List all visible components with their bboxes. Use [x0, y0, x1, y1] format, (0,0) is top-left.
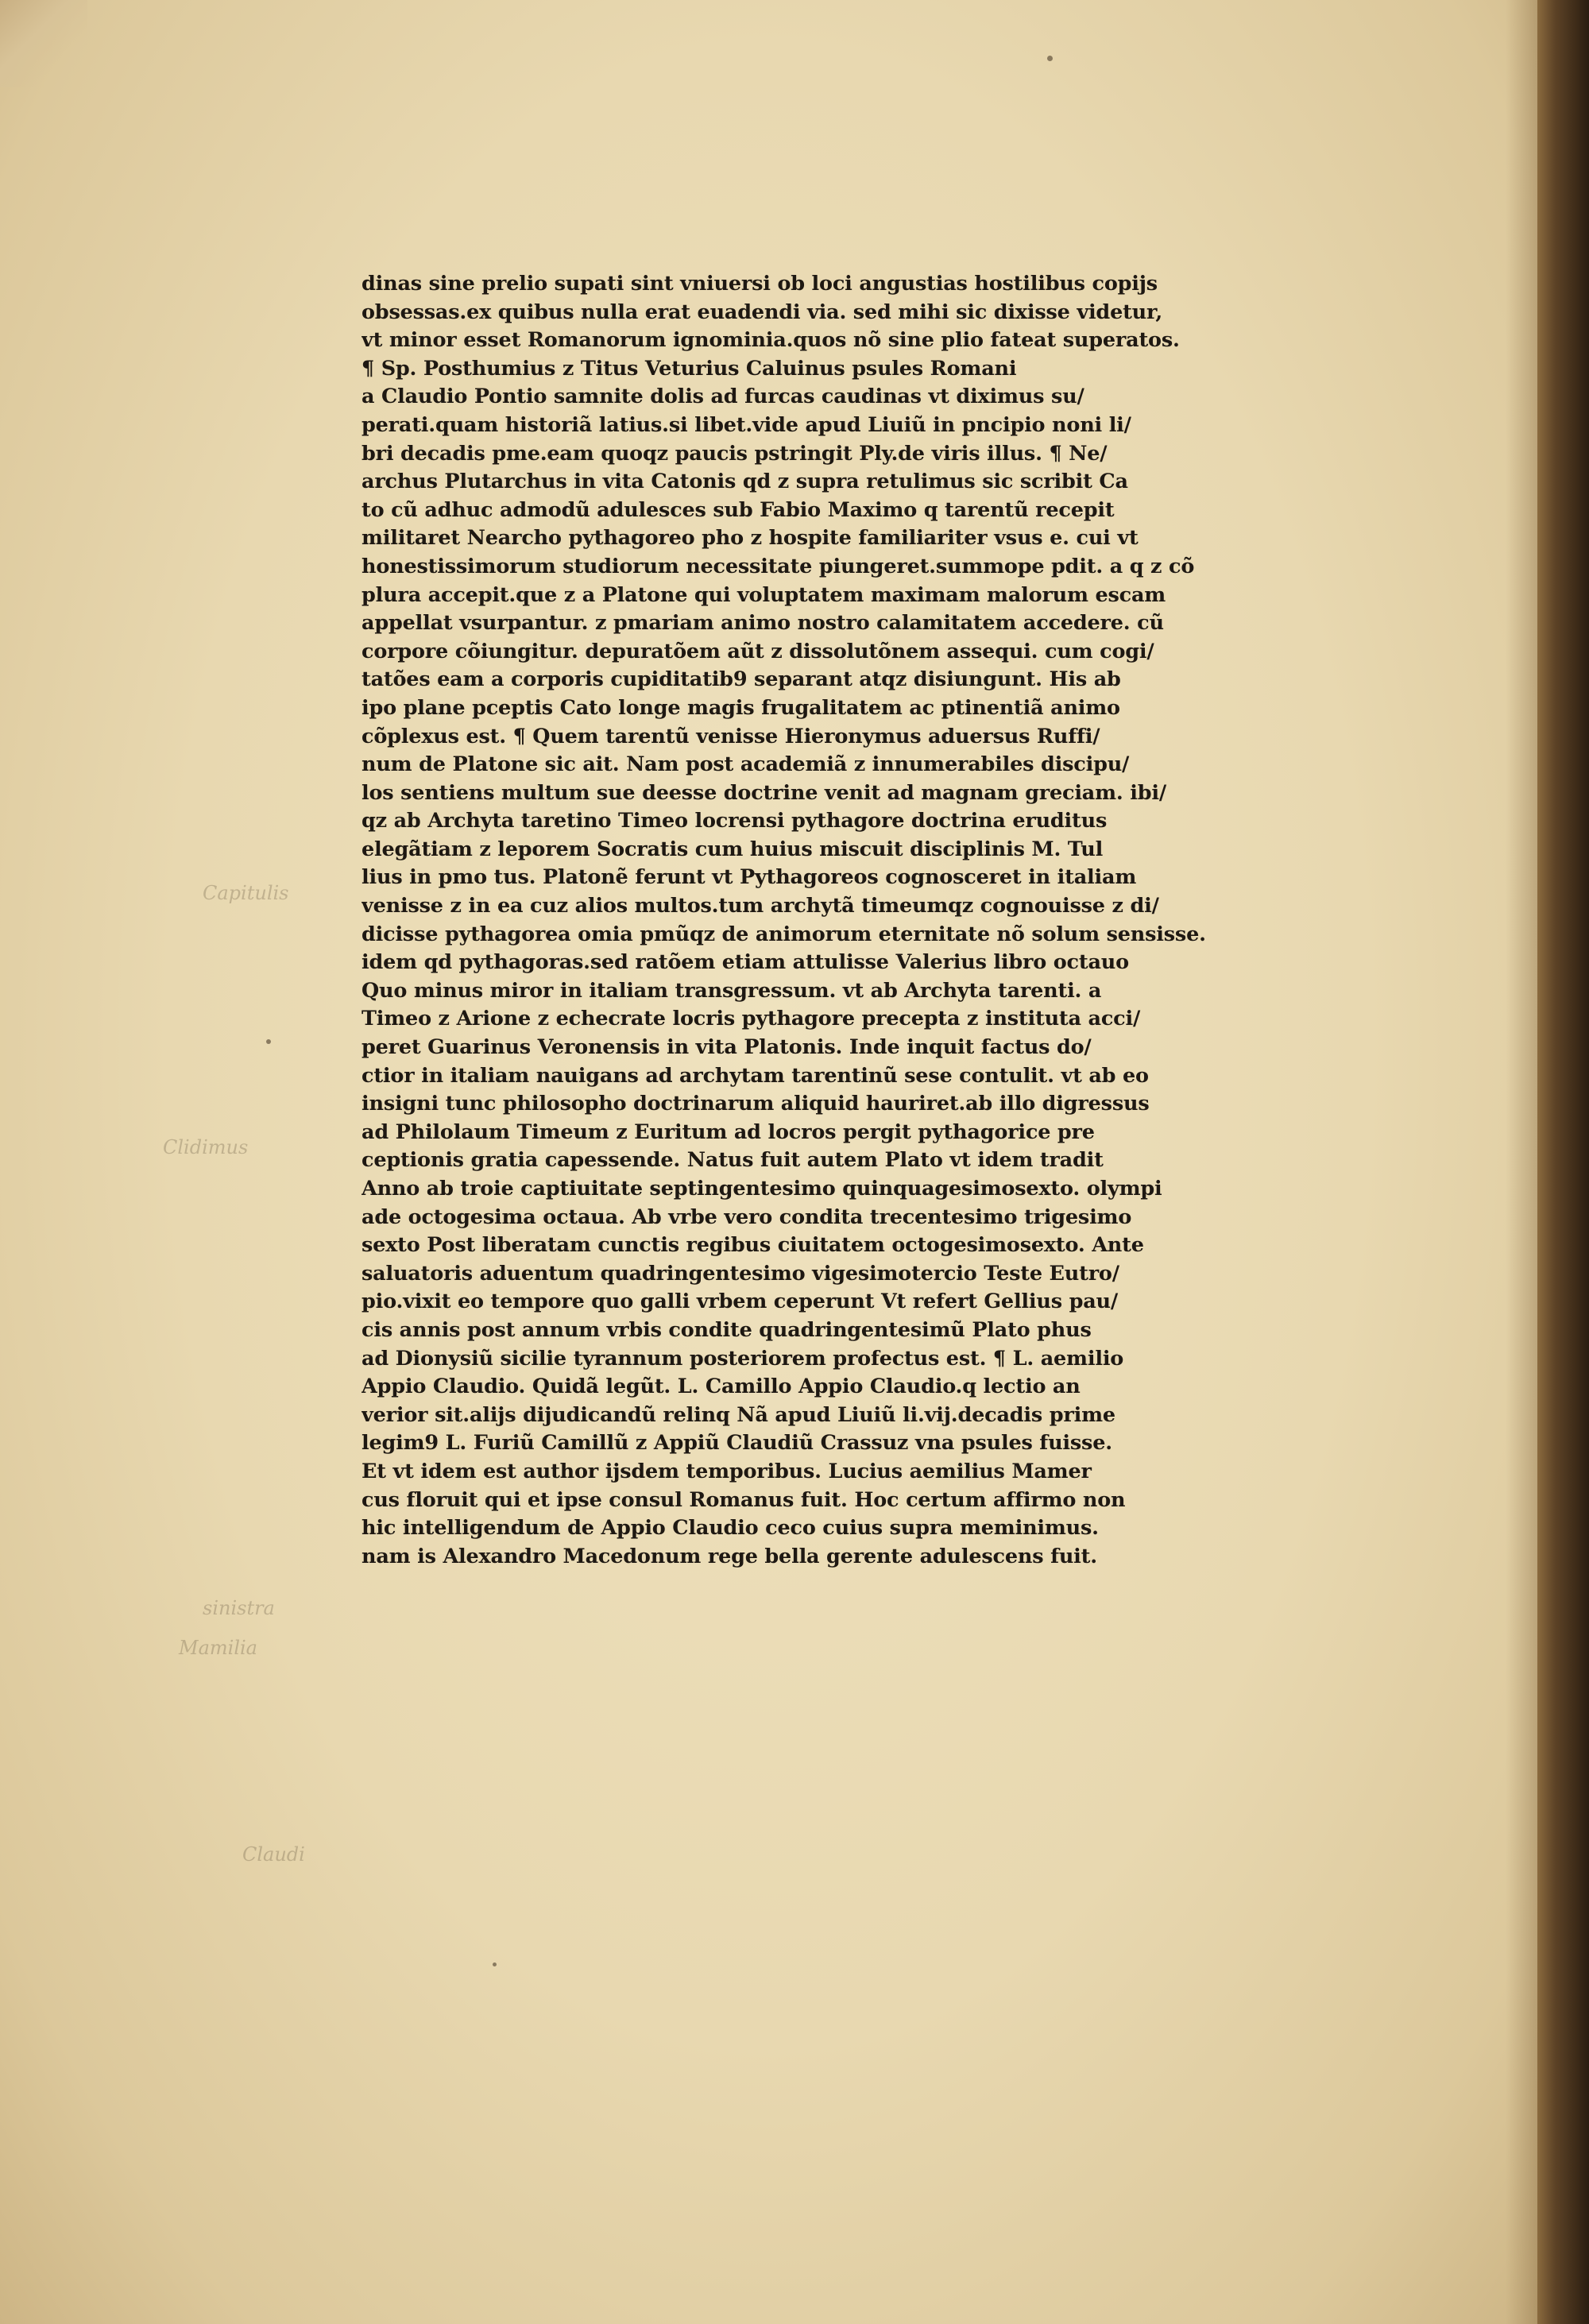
- book-binding: [1537, 0, 1589, 2324]
- text-line: Quo minus miror in italiam transgressum. vt ab Archyta tarenti. a: [361, 978, 1102, 1003]
- text-line: venisse z in ea cuz alios multos.tum archytã timeumqz cognouisse z di/: [361, 894, 1159, 918]
- text-line: cus floruit qui et ipse consul Romanus fuit. Hoc certum affirmo non: [361, 1487, 1126, 1512]
- text-line: appellat vsurpantur. z pmariam animo nostro calamitatem accedere. cũ: [361, 611, 1164, 636]
- text-line: Appio Claudio. Quidã legũt. L. Camillo Appio Claudio.q lectio an: [361, 1375, 1081, 1399]
- text-line: cis annis post annum vrbis condite quadringentesimũ Plato phus: [361, 1317, 1092, 1342]
- text-line: ¶ Sp. Posthumius z Titus Veturius Caluinus psules Romani: [361, 356, 1017, 381]
- text-line: a Claudio Pontio samnite dolis ad furcas caudinas vt diximus su/: [361, 385, 1084, 409]
- text-column: [361, 270, 1410, 1571]
- text-line: Timeo z Arione z echecrate locris pythagore precepta z instituta acci/: [361, 1007, 1141, 1031]
- text-line: ad Dionysiũ sicilie tyrannum posteriorem profectus est. ¶ L. aemilio: [361, 1346, 1124, 1371]
- text-line: plura accepit.que z a Platone qui voluptatem maximam malorum escam: [361, 582, 1166, 607]
- text-line: ade octogesima octaua. Ab vrbe vero condita trecentesimo trigesimo: [361, 1205, 1132, 1229]
- text-line: perati.quam historiã latius.si libet.vide apud Liuiũ in pncipio noni li/: [361, 412, 1131, 437]
- text-line: legim9 L. Furiũ Camillũ z Appiũ Claudiũ Crassuz vna psules fuisse.: [361, 1431, 1112, 1456]
- text-line: ceptionis gratia capessende. Natus fuit autem Plato vt idem tradit: [361, 1148, 1104, 1173]
- text-line: ctior in italiam nauigans ad archytam tarentinũ sese contulit. vt ab eo: [361, 1063, 1149, 1088]
- text-line: pio.vixit eo tempore quo galli vrbem ceperunt Vt refert Gellius pau/: [361, 1290, 1118, 1314]
- text-line: peret Guarinus Veronensis in vita Platonis. Inde inquit factus do/: [361, 1035, 1092, 1060]
- marginal-note: Mamilia: [179, 1637, 257, 1659]
- corner-fold: [0, 0, 87, 87]
- marginal-note: Clidimus: [163, 1136, 249, 1158]
- text-line: qz ab Archyta taretino Timeo locrensi pythagore doctrina eruditus: [361, 809, 1108, 833]
- page-edge-shadow: [1506, 0, 1537, 2324]
- text-line: vt minor esset Romanorum ignominia.quos nõ sine plio fateat superatos.: [361, 328, 1180, 353]
- text-line: obsessas.ex quibus nulla erat euadendi via. sed mihi sic dixisse videtur,: [361, 300, 1163, 324]
- ink-spot: [1047, 56, 1053, 61]
- text-line: saluatoris aduentum quadringentesimo vigesimotercio Teste Eutro/: [361, 1261, 1119, 1286]
- text-line: lius in pmo tus. Platonẽ ferunt vt Pythagoreos cognosceret in italiam: [361, 865, 1137, 890]
- text-line: cõplexus est. ¶ Quem tarentũ venisse Hieronymus aduersus Ruffi/: [361, 724, 1100, 748]
- text-line: Anno ab troie captiuitate septingentesimo quinquagesimosexto. olympi: [361, 1177, 1162, 1201]
- text-line: elegãtiam z leporem Socratis cum huius miscuit disciplinis M. Tul: [361, 837, 1104, 861]
- text-line: num de Platone sic ait. Nam post academiã z innumerabiles discipu/: [361, 752, 1130, 777]
- ink-spot: [266, 1039, 271, 1044]
- text-line: tatões eam a corporis cupiditatib9 separant atqz disiungunt. His ab: [361, 667, 1121, 692]
- text-line: insigni tunc philosopho doctrinarum aliquid hauriret.ab illo digressus: [361, 1092, 1150, 1116]
- text-line: honestissimorum studiorum necessitate piungeret.summope pdit. a q z cõ: [361, 554, 1195, 578]
- text-line: dinas sine prelio supati sint vniuersi ob loci angustias hostilibus copijs: [361, 272, 1158, 296]
- text-line: bri decadis pme.eam quoqz paucis pstringit Ply.de viris illus. ¶ Ne/: [361, 441, 1108, 466]
- text-line: idem qd pythagoras.sed ratõem etiam attulisse Valerius libro octauo: [361, 950, 1129, 975]
- text-line: sexto Post liberatam cunctis regibus ciuitatem octogesimosexto. Ante: [361, 1233, 1144, 1258]
- marginal-note: Claudi: [242, 1843, 305, 1866]
- text-line: nam is Alexandro Macedonum rege bella gerente adulescens fuit.: [361, 1544, 1097, 1568]
- text-line: Et vt idem est author ijsdem temporibus. Lucius aemilius Mamer: [361, 1459, 1092, 1483]
- text-line: hic intelligendum de Appio Claudio ceco cuius supra meminimus.: [361, 1516, 1099, 1541]
- text-line: ipo plane pceptis Cato longe magis frugalitatem ac ptinentiã animo: [361, 695, 1120, 720]
- text-line: los sentiens multum sue deesse doctrine venit ad magnam greciam. ibi/: [361, 780, 1166, 805]
- marginal-note: sinistra: [203, 1597, 275, 1619]
- text-line: to cũ adhuc admodũ adulesces sub Fabio Maximo q tarentũ recepit: [361, 497, 1115, 522]
- ink-spot: [493, 1962, 497, 1966]
- text-line: archus Plutarchus in vita Catonis qd z supra retulimus sic scribit Ca: [361, 470, 1128, 494]
- text-line: dicisse pythagorea omia pmũqz de animorum eternitate nõ solum sensisse.: [361, 922, 1206, 946]
- text-line: corpore cõiungitur. depuratõem aũt z dissolutõnem assequi. cum cogi/: [361, 639, 1154, 663]
- marginal-note: Capitulis: [203, 882, 289, 904]
- text-line: militaret Nearcho pythagoreo pho z hospite familiariter vsus e. cui vt: [361, 526, 1139, 551]
- text-line: verior sit.alijs dijudicandũ relinq Nã apud Liuiũ li.vij.decadis prime: [361, 1402, 1115, 1427]
- text-line: ad Philolaum Timeum z Euritum ad locros pergit pythagorice pre: [361, 1119, 1095, 1144]
